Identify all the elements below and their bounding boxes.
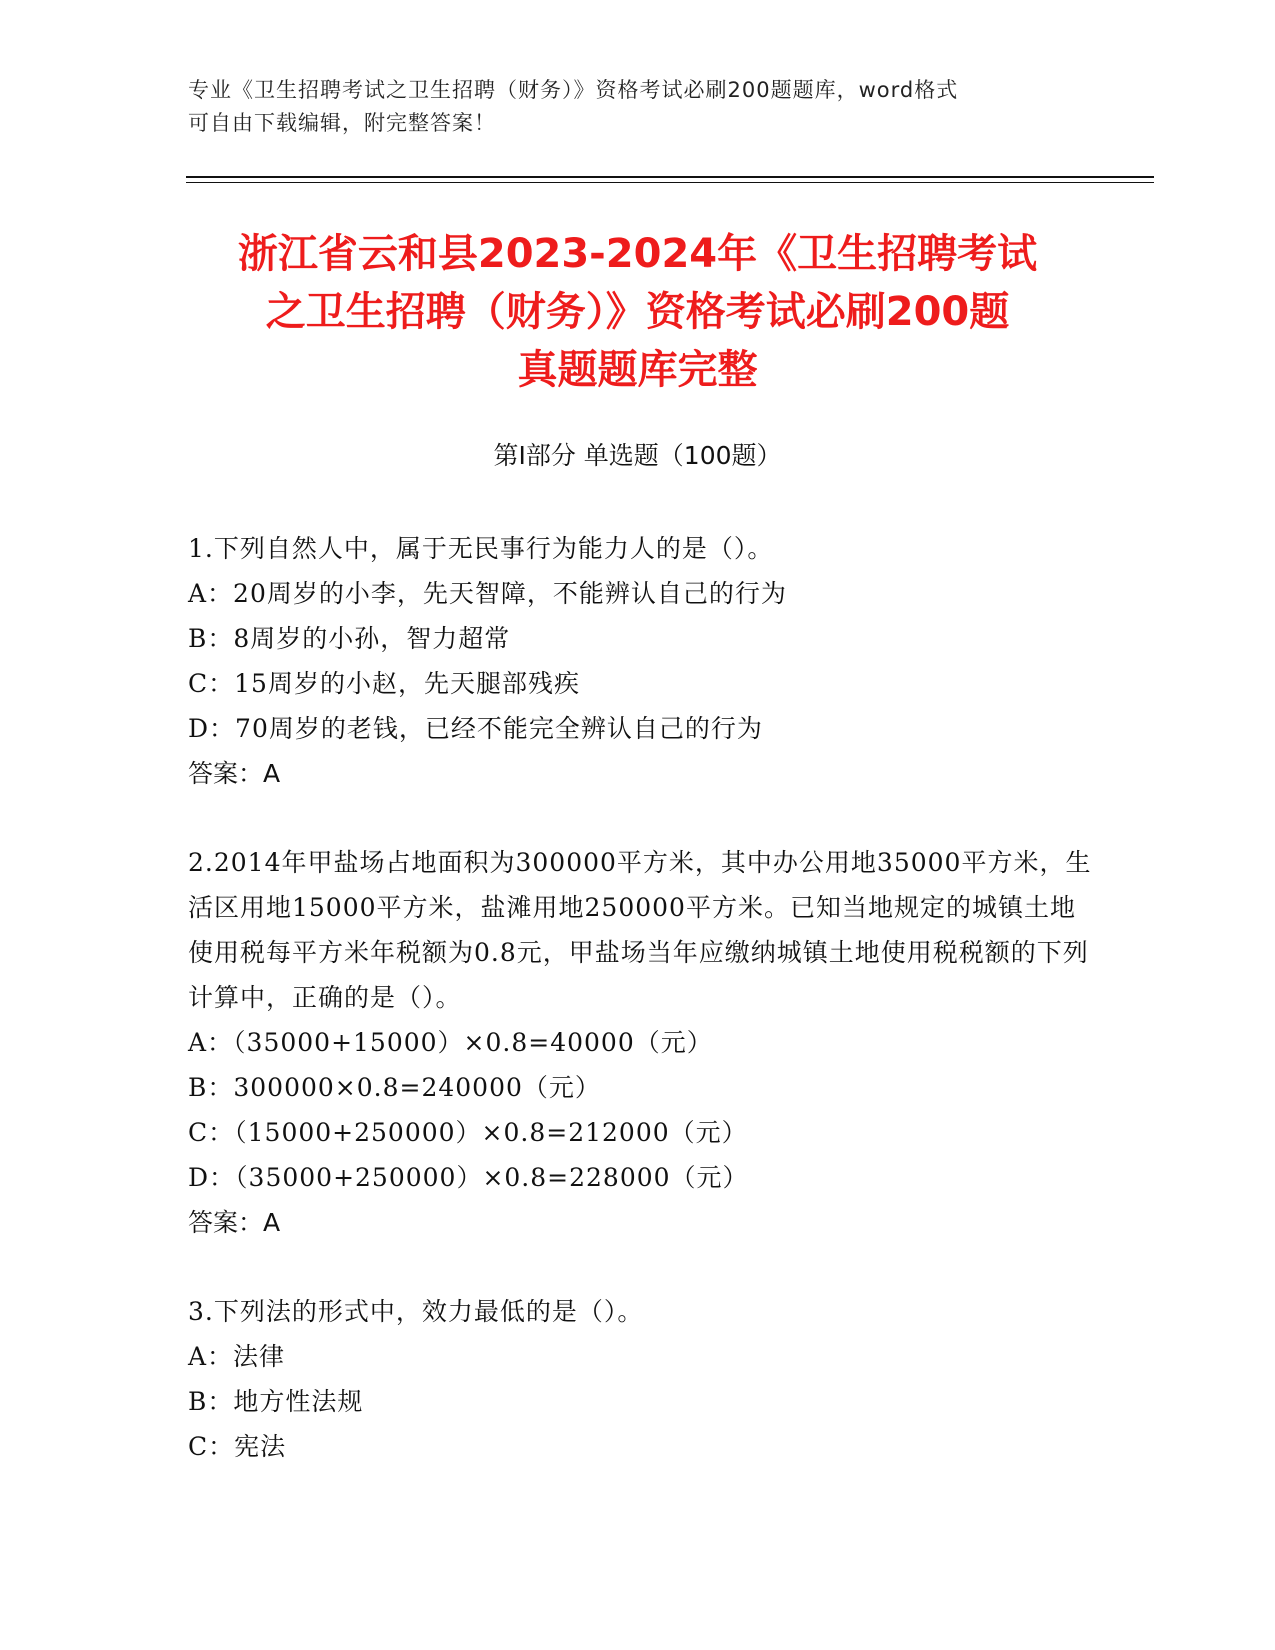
document-title-line-1: 浙江省云和县2023-2024年《卫生招聘考试 [237, 231, 1038, 277]
header-note [188, 74, 1068, 140]
answer-line: 答案：A [188, 759, 281, 788]
section-heading: 第Ⅰ部分 单选题（100题） [493, 441, 782, 470]
question-3 [188, 1289, 1093, 1469]
option-a: A：20周岁的小李，先天智障，不能辨认自己的行为 [188, 579, 787, 608]
answer-line: 答案：A [188, 1208, 281, 1237]
question-2 [188, 840, 1093, 1245]
question-stem: 1.下列自然人中，属于无民事行为能力人的是（）。 [188, 534, 774, 563]
option-b: B：300000×0.8=240000（元） [188, 1073, 601, 1102]
option-d: D：（35000+250000）×0.8=228000（元） [188, 1163, 749, 1192]
option-b: B：地方性法规 [188, 1387, 364, 1416]
option-a: A：法律 [188, 1342, 286, 1371]
document-title-line-2: 之卫生招聘（财务）》资格考试必刷200题 [265, 289, 1010, 335]
question-stem: 3.下列法的形式中，效力最低的是（）。 [188, 1297, 644, 1326]
option-d: D：70周岁的老钱，已经不能完全辨认自己的行为 [188, 714, 763, 743]
document-title [190, 225, 1085, 399]
option-a: A：（35000+15000）×0.8=40000（元） [188, 1028, 713, 1057]
option-c: C：宪法 [188, 1432, 287, 1461]
header-divider-thick [186, 176, 1154, 178]
question-list [188, 526, 1093, 1513]
header-note-line-2: 可自由下载编辑，附完整答案！ [188, 111, 496, 135]
question-1 [188, 526, 1093, 796]
option-c: C：（15000+250000）×0.8=212000（元） [188, 1118, 748, 1147]
document-title-line-3: 真题题库完整 [517, 347, 758, 393]
header-note-line-1: 专业《卫生招聘考试之卫生招聘（财务）》资格考试必刷200题题库，word格式 [188, 78, 959, 102]
question-stem: 2.2014年甲盐场占地面积为300000平方米，其中办公用地35000平方米，生活区用地15000平方米，盐滩用地250000平方米。已知当地规定的城镇土地使用税每平方米年税额为0.8元，甲盐场当年应缴纳城镇土地使用税税额的下列计算中，正确的是（）。 [188, 848, 1092, 1012]
header-divider-thin [186, 182, 1154, 183]
option-b: B：8周岁的小孙，智力超常 [188, 624, 511, 653]
option-c: C：15周岁的小赵，先天腿部残疾 [188, 669, 580, 698]
